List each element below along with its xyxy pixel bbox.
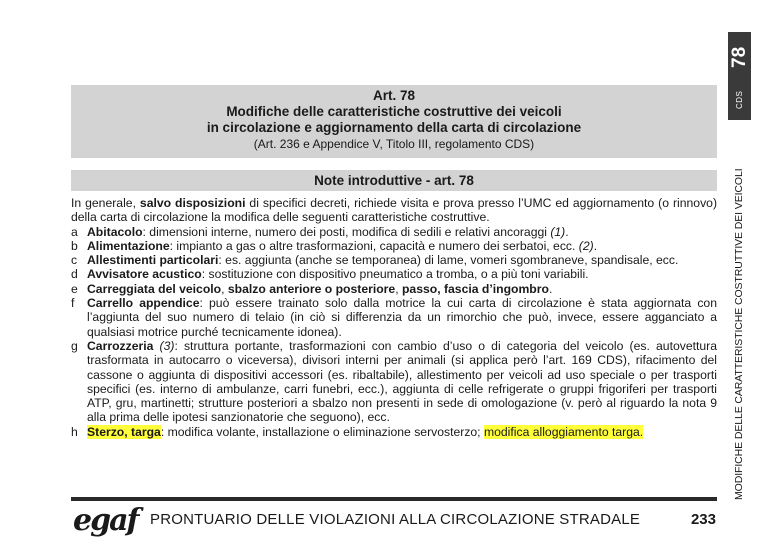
item-letter: e — [71, 281, 78, 296]
intro-paragraph — [71, 196, 717, 225]
item-term: Carrozzeria — [87, 338, 154, 353]
item-desc: : può essere trainato solo dalla motrice la cui carta di circolazione è stata aggiornata con l’aggiunta del suo numero di telaio (in ciò si differenzia da un rimorchio che può, invece, essere agganciato a qualsiasi motrice purché tecnicamente idonea). — [87, 296, 717, 339]
item-letter: b — [71, 238, 78, 253]
item-end: . — [593, 238, 598, 253]
list-item — [71, 225, 717, 239]
list-item — [71, 339, 717, 425]
article-reference: (Art. 236 e Appendice V, Titolo III, regolamento CDS) — [253, 137, 535, 151]
item-term: Alimentazione — [87, 238, 170, 253]
item-term: Allestimenti particolari — [87, 253, 219, 268]
item-letter: c — [71, 253, 78, 268]
item-text — [87, 239, 717, 253]
footer-title: PRONTUARIO DELLE VIOLAZIONI ALLA CIRCOLAZIONE STRADALE — [150, 511, 641, 528]
highlighted-text: modifica alloggiamento targa. — [483, 424, 644, 439]
item-letter: g — [71, 338, 78, 353]
item-desc: : struttura portante, trasformazioni con cambio d’uso o di categoria del veicolo (es. autovettura trasformata in autocarro o viceversa), divisori interni per animali (si applica però l’art. 169 CDS), rifacimento del cassone o aggiunta di dispositivi accessori (es. ribaltabile), allestimento per veicoli ad uso speciale o per trasporti specifici (es. interno di ambulanze, carri funebri, ecc.), aggiunta di celle refrigerate o gruppi frigoriferi per trasporti ATP, gru, martinetti; strutture posteriori a sbalzo non presenti in sede di omologazione (v. però al riguardo la nota 9 alla prima delle ipotesi sanzionatorie che seguono), ecc. — [87, 338, 717, 425]
side-tab-code: CDS — [735, 90, 744, 110]
item-term: Carrello appendice — [87, 296, 200, 311]
item-term: sbalzo anteriore o posteriore — [227, 281, 396, 296]
item-term-highlighted: Sterzo, targa — [87, 424, 161, 439]
article-number: Art. 78 — [372, 88, 416, 103]
list-item — [71, 267, 717, 281]
page-number: 233 — [690, 511, 716, 528]
list-item — [71, 296, 717, 339]
footnote-ref: (1) — [550, 224, 566, 239]
item-desc: : modifica volante, installazione o eliminazione servosterzo; — [160, 424, 484, 439]
intro-text-cont: di specifici decreti, richiede visita e prova presso l’UMC ed aggiornamento (o rinnovo) della carta di circolazione la modifica delle seguenti caratteristiche costruttive. — [71, 196, 717, 225]
footer-divider — [71, 497, 717, 501]
item-sep: , — [395, 281, 402, 296]
item-sep: , — [221, 281, 228, 296]
list-item — [71, 253, 717, 267]
item-text — [87, 282, 717, 296]
item-text — [87, 296, 717, 339]
intro-bold: salvo disposizioni — [139, 196, 246, 210]
article-side-tab — [728, 32, 751, 120]
notes-title: Note introduttive - art. 78 — [71, 170, 717, 191]
item-desc: : dimensioni interne, numero dei posti, modifica di sedili e relativi ancoraggi — [142, 224, 551, 239]
item-text — [87, 267, 717, 281]
item-text — [87, 253, 717, 267]
item-desc: : es. aggiunta (anche se temporanea) di lame, vomeri sgombraneve, spandisale, ecc. — [218, 253, 679, 268]
item-desc: : sostituzione con dispositivo pneumatico a tromba, o a più toni variabili. — [201, 267, 589, 282]
item-term: Abitacolo — [87, 224, 143, 239]
item-letter: h — [71, 424, 78, 439]
side-running-title: MODIFICHE DELLE CARATTERISTICHE COSTRUTTIVE DEI VEICOLI — [733, 168, 745, 500]
article-header — [71, 85, 717, 158]
list-item — [71, 282, 717, 296]
article-title-line2: in circolazione e aggiornamento della carta di circolazione — [206, 120, 582, 135]
footnote-ref: (3) — [153, 338, 175, 353]
item-letter: a — [71, 224, 78, 239]
article-title-line1: Modifiche delle caratteristiche costruttive dei veicoli — [226, 104, 562, 119]
footnote-ref: (2) — [578, 238, 594, 253]
item-text — [87, 339, 717, 425]
item-end: . — [548, 281, 553, 296]
item-term: Carreggiata del veicolo — [87, 281, 222, 296]
side-tab-number: 78 — [729, 46, 750, 68]
publisher-logo: egaf — [73, 503, 138, 538]
list-item — [71, 239, 717, 253]
item-desc: : impianto a gas o altre trasformazioni, capacità e numero dei serbatoi, ecc. — [169, 238, 579, 253]
notes-body — [71, 196, 717, 439]
item-end: . — [565, 224, 569, 239]
item-letter: f — [71, 296, 75, 311]
item-text — [87, 225, 717, 239]
item-term: passo, fascia d’ingombro — [401, 281, 549, 296]
intro-text: In generale, — [71, 196, 140, 210]
item-text — [87, 425, 717, 439]
item-term: Avvisatore acustico — [87, 267, 202, 282]
item-letter: d — [71, 267, 78, 282]
list-item — [71, 425, 717, 439]
